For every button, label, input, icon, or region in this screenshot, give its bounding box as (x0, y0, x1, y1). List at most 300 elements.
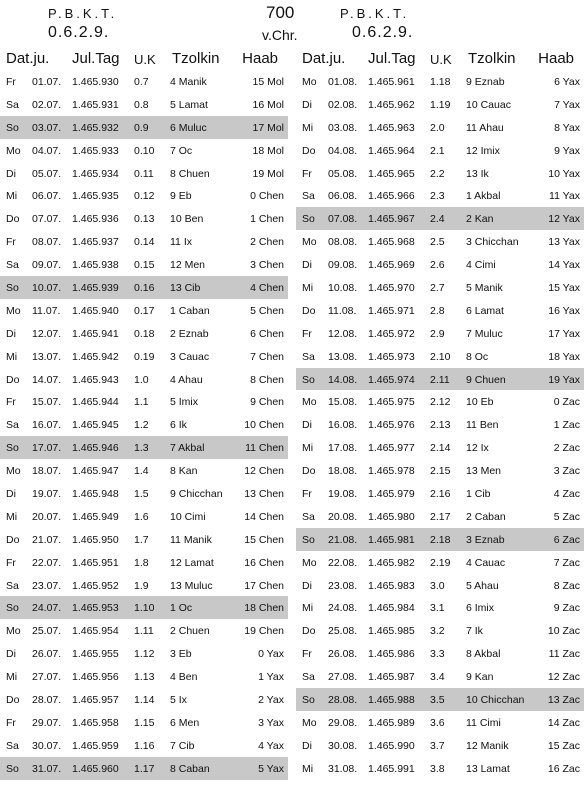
haab-cell: 5 Yax (258, 762, 284, 775)
tzolkin-cell: 8 Chuen (170, 167, 210, 180)
date-cell: 26.08. (328, 648, 358, 661)
haab-cell: 6 Zac (553, 533, 580, 546)
haab-cell: 7 Yax (554, 98, 580, 111)
tzolkin-cell: 3 Cauac (170, 350, 210, 363)
weekday-cell: Di (302, 579, 312, 592)
date-cell: 21.07. (32, 533, 62, 546)
table-row (0, 551, 288, 574)
weekday-cell: So (6, 282, 19, 295)
julian-day-cell: 1.465.980 (368, 510, 415, 523)
date-cell: 07.08. (328, 213, 358, 226)
julian-day-cell: 1.465.939 (72, 282, 119, 295)
date-cell: 25.08. (328, 625, 358, 638)
tzolkin-cell: 11 Ben (466, 419, 499, 432)
haab-cell: 19 Mol (252, 167, 284, 180)
table-row (0, 574, 288, 597)
julian-day-cell: 1.465.937 (72, 236, 119, 249)
tzolkin-cell: 13 Muluc (170, 579, 213, 592)
tzolkin-cell: 3 Chicchan (466, 236, 519, 249)
julian-day-cell: 1.465.991 (368, 762, 415, 775)
julian-day-cell: 1.465.954 (72, 625, 119, 638)
haab-cell: 16 Zac (547, 762, 580, 775)
uk-cell: 2.7 (430, 282, 445, 295)
date-cell: 03.08. (328, 121, 358, 134)
tzolkin-cell: 5 Imix (170, 396, 199, 409)
julian-day-cell: 1.465.958 (72, 716, 119, 729)
julian-day-cell: 1.465.985 (368, 625, 415, 638)
haab-cell: 13 Zac (547, 694, 580, 707)
haab-cell: 2 Yax (258, 694, 284, 707)
haab-cell: 14 Yax (548, 259, 580, 272)
table-row (296, 207, 584, 230)
uk-cell: 1.11 (134, 625, 154, 638)
haab-cell: 15 Yax (548, 282, 580, 295)
weekday-cell: Fr (6, 396, 16, 409)
tzolkin-cell: 12 Manik (466, 739, 509, 752)
table-row (296, 574, 584, 597)
table-row (0, 734, 288, 757)
uk-cell: 1.5 (134, 488, 149, 501)
tzolkin-cell: 1 Akbal (466, 190, 501, 203)
tzolkin-cell: 9 Eb (170, 190, 192, 203)
table-row (296, 734, 584, 757)
uk-cell: 2.8 (430, 304, 445, 317)
tzolkin-cell: 13 Cib (170, 282, 201, 295)
weekday-cell: Fr (6, 236, 16, 249)
uk-cell: 0.19 (134, 350, 155, 363)
haab-cell: 12 Yax (548, 213, 580, 226)
date-cell: 25.07. (32, 625, 62, 638)
date-cell: 22.07. (32, 556, 62, 569)
date-cell: 30.08. (328, 739, 358, 752)
uk-cell: 2.6 (430, 259, 445, 272)
uk-cell: 2.12 (430, 396, 451, 409)
date-cell: 05.08. (328, 167, 358, 180)
haab-cell: 1 Yax (258, 671, 284, 684)
date-cell: 27.07. (32, 671, 62, 684)
haab-cell: 15 Chen (244, 533, 284, 546)
weekday-cell: Sa (302, 671, 315, 684)
table-row (296, 642, 584, 665)
tzolkin-cell: 6 Men (170, 716, 200, 729)
uk-cell: 3.6 (430, 716, 445, 729)
uk-cell: 0.12 (134, 190, 155, 203)
tzolkin-cell: 6 Lamat (466, 304, 504, 317)
table-row (0, 299, 288, 322)
weekday-cell: Mi (302, 602, 314, 615)
tzolkin-cell: 2 Chuen (170, 625, 210, 638)
julian-day-cell: 1.465.990 (368, 739, 415, 752)
uk-cell: 1.12 (134, 648, 155, 661)
julian-day-cell: 1.465.975 (368, 396, 415, 409)
date-cell: 05.07. (32, 167, 62, 180)
col-header-uk: U.K (430, 52, 452, 67)
julian-day-cell: 1.465.947 (72, 465, 119, 478)
table-row (0, 711, 288, 734)
tzolkin-cell: 5 Manik (466, 282, 503, 295)
julian-day-cell: 1.465.970 (368, 282, 415, 295)
date-cell: 15.08. (328, 396, 358, 409)
col-header-julian-day: Jul.Tag (368, 50, 416, 67)
haab-cell: 3 Chen (250, 259, 284, 272)
julian-day-cell: 1.465.966 (368, 190, 415, 203)
date-cell: 31.07. (32, 762, 62, 775)
weekday-cell: Do (6, 694, 20, 707)
table-row (296, 139, 584, 162)
weekday-cell: So (6, 442, 19, 455)
haab-cell: 2 Chen (250, 236, 284, 249)
haab-cell: 12 Zac (547, 671, 580, 684)
date-cell: 16.07. (32, 419, 62, 432)
table-row (296, 299, 584, 322)
tzolkin-cell: 5 Ix (170, 694, 187, 707)
table-row (0, 757, 288, 780)
table-row (0, 390, 288, 413)
date-cell: 03.07. (32, 121, 62, 134)
calendar-table-august (296, 48, 584, 780)
weekday-cell: Mo (6, 304, 21, 317)
table-row (296, 711, 584, 734)
date-cell: 10.07. (32, 282, 62, 295)
julian-day-cell: 1.465.955 (72, 648, 119, 661)
julian-day-cell: 1.465.962 (368, 98, 415, 111)
uk-cell: 1.16 (134, 739, 155, 752)
table-row (0, 459, 288, 482)
date-cell: 22.08. (328, 556, 358, 569)
col-header-haab: Haab (242, 50, 278, 67)
haab-cell: 11 Chen (245, 442, 284, 455)
julian-day-cell: 1.465.942 (72, 350, 119, 363)
uk-cell: 1.14 (134, 694, 155, 707)
uk-cell: 0.15 (134, 259, 155, 272)
table-row (296, 345, 584, 368)
date-cell: 18.08. (328, 465, 358, 478)
haab-cell: 3 Zac (553, 465, 580, 478)
col-header-date: Dat.ju. (302, 50, 346, 67)
weekday-cell: Di (302, 259, 312, 272)
weekday-cell: So (6, 762, 19, 775)
uk-cell: 3.5 (430, 694, 445, 707)
weekday-cell: Mo (302, 236, 317, 249)
julian-day-cell: 1.465.965 (368, 167, 415, 180)
haab-cell: 11 Zac (548, 648, 580, 661)
julian-day-cell: 1.465.986 (368, 648, 415, 661)
table-row (0, 665, 288, 688)
date-cell: 08.08. (328, 236, 358, 249)
tzolkin-cell: 3 Eznab (466, 533, 505, 546)
uk-cell: 3.2 (430, 625, 445, 638)
julian-day-cell: 1.465.936 (72, 213, 119, 226)
julian-day-cell: 1.465.946 (72, 442, 119, 455)
uk-cell: 1.13 (134, 671, 155, 684)
julian-day-cell: 1.465.989 (368, 716, 415, 729)
weekday-cell: Di (6, 167, 16, 180)
haab-cell: 2 Zac (553, 442, 580, 455)
date-cell: 12.07. (32, 327, 62, 340)
haab-cell: 3 Yax (258, 716, 284, 729)
weekday-cell: Do (6, 213, 20, 226)
col-header-date: Dat.ju. (6, 50, 50, 67)
uk-cell: 3.3 (430, 648, 445, 661)
uk-cell: 2.18 (430, 533, 451, 546)
date-cell: 24.07. (32, 602, 62, 615)
weekday-cell: Mi (302, 282, 314, 295)
tzolkin-cell: 9 Chicchan (170, 488, 223, 501)
table-row (0, 322, 288, 345)
tzolkin-cell: 12 Imix (466, 144, 500, 157)
haab-cell: 8 Chen (250, 373, 284, 386)
haab-cell: 6 Chen (250, 327, 284, 340)
uk-cell: 1.9 (134, 579, 149, 592)
julian-day-cell: 1.465.956 (72, 671, 119, 684)
date-cell: 19.07. (32, 488, 62, 501)
tzolkin-cell: 7 Cib (170, 739, 195, 752)
uk-cell: 0.14 (134, 236, 155, 249)
table-row (296, 276, 584, 299)
date-cell: 14.07. (32, 373, 62, 386)
uk-cell: 3.7 (430, 739, 445, 752)
julian-day-cell: 1.465.974 (368, 373, 415, 386)
date-cell: 09.07. (32, 259, 62, 272)
haab-cell: 4 Yax (258, 739, 284, 752)
julian-day-cell: 1.465.960 (72, 762, 119, 775)
julian-day-cell: 1.465.932 (72, 121, 119, 134)
uk-cell: 0.13 (134, 213, 155, 226)
date-cell: 31.08. (328, 762, 358, 775)
table-row (0, 93, 288, 116)
julian-day-cell: 1.465.977 (368, 442, 415, 455)
haab-cell: 18 Chen (244, 602, 284, 615)
page-header (0, 0, 584, 48)
weekday-cell: Mo (6, 625, 21, 638)
date-cell: 17.08. (328, 442, 358, 455)
uk-cell: 1.19 (430, 98, 451, 111)
haab-cell: 15 Mol (252, 76, 284, 88)
right-pbkt-label: P.B.K.T. (340, 6, 410, 21)
julian-day-cell: 1.465.944 (72, 396, 119, 409)
julian-day-cell: 1.465.943 (72, 373, 119, 386)
haab-cell: 16 Yax (548, 304, 580, 317)
date-cell: 10.08. (328, 282, 358, 295)
haab-cell: 11 Yax (549, 190, 580, 203)
weekday-cell: Mo (302, 396, 317, 409)
column-header-row (296, 48, 584, 70)
table-row (0, 436, 288, 459)
weekday-cell: Fr (302, 327, 312, 340)
date-cell: 24.08. (328, 602, 358, 615)
date-cell: 13.08. (328, 350, 358, 363)
uk-cell: 0.10 (134, 144, 155, 157)
haab-cell: 9 Zac (553, 602, 580, 615)
weekday-cell: Mi (302, 762, 314, 775)
tzolkin-cell: 7 Oc (170, 144, 193, 157)
date-cell: 28.08. (328, 694, 358, 707)
haab-cell: 8 Yax (554, 121, 580, 134)
haab-cell: 16 Chen (244, 556, 284, 569)
weekday-cell: Do (302, 625, 316, 638)
tzolkin-cell: 10 Cauac (466, 98, 511, 111)
julian-day-cell: 1.465.963 (368, 121, 415, 134)
haab-cell: 14 Chen (244, 510, 284, 523)
uk-cell: 0.8 (134, 98, 149, 111)
left-pbkt-label: P.B.K.T. (48, 6, 118, 21)
weekday-cell: Mo (302, 716, 317, 729)
tzolkin-cell: 8 Kan (170, 465, 198, 478)
date-cell: 18.07. (32, 465, 62, 478)
uk-cell: 1.17 (134, 762, 155, 775)
julian-day-cell: 1.465.935 (72, 190, 119, 203)
col-header-uk: U.K (134, 52, 156, 67)
tzolkin-cell: 4 Ahau (170, 373, 203, 386)
tzolkin-cell: 6 Ik (170, 419, 187, 432)
year-value: 700 (266, 3, 295, 22)
tzolkin-cell: 9 Chuen (466, 373, 506, 386)
date-cell: 02.08. (328, 98, 358, 111)
table-row (0, 253, 288, 276)
uk-cell: 0.7 (134, 76, 149, 88)
weekday-cell: Mo (302, 76, 317, 88)
julian-day-cell: 1.465.972 (368, 327, 415, 340)
haab-cell: 12 Chen (244, 465, 284, 478)
tzolkin-cell: 3 Eb (170, 648, 192, 661)
left-pbkt-value: 0.6.2.9. (48, 24, 110, 41)
julian-day-cell: 1.465.938 (72, 259, 119, 272)
haab-cell: 8 Zac (553, 579, 580, 592)
weekday-cell: Di (302, 739, 312, 752)
table-row (0, 116, 288, 139)
weekday-cell: Di (6, 648, 16, 661)
weekday-cell: Mo (302, 556, 317, 569)
tzolkin-cell: 4 Manik (170, 76, 207, 88)
table-row (296, 93, 584, 116)
tzolkin-cell: 9 Kan (466, 671, 494, 684)
weekday-cell: Sa (6, 419, 19, 432)
tzolkin-cell: 7 Akbal (170, 442, 205, 455)
haab-cell: 0 Zac (553, 396, 580, 409)
weekday-cell: Di (6, 327, 16, 340)
uk-cell: 2.13 (430, 419, 451, 432)
weekday-cell: Sa (6, 739, 19, 752)
uk-cell: 0.16 (134, 282, 155, 295)
julian-day-cell: 1.465.959 (72, 739, 119, 752)
tzolkin-cell: 12 Ix (466, 442, 489, 455)
weekday-cell: Sa (6, 98, 19, 111)
date-cell: 11.08. (328, 304, 357, 317)
table-row (0, 345, 288, 368)
table-row (296, 368, 584, 391)
tzolkin-cell: 6 Muluc (170, 121, 207, 134)
julian-day-cell: 1.465.950 (72, 533, 119, 546)
haab-cell: 15 Zac (547, 739, 580, 752)
julian-day-cell: 1.465.957 (72, 694, 119, 707)
table-row (0, 688, 288, 711)
tzolkin-cell: 10 Chicchan (466, 694, 525, 707)
uk-cell: 2.5 (430, 236, 445, 249)
tzolkin-cell: 11 Ix (170, 236, 192, 249)
right-pbkt-value: 0.6.2.9. (352, 24, 414, 41)
date-cell: 07.07. (32, 213, 62, 226)
uk-cell: 1.10 (134, 602, 155, 615)
julian-day-cell: 1.465.982 (368, 556, 415, 569)
tzolkin-cell: 2 Caban (466, 510, 506, 523)
table-row (296, 505, 584, 528)
weekday-cell: So (6, 602, 19, 615)
uk-cell: 0.17 (134, 304, 155, 317)
tzolkin-cell: 8 Oc (466, 350, 489, 363)
weekday-cell: Mo (6, 465, 21, 478)
tzolkin-cell: 2 Eznab (170, 327, 209, 340)
haab-cell: 9 Yax (554, 144, 580, 157)
uk-cell: 0.11 (134, 167, 154, 180)
julian-day-cell: 1.465.934 (72, 167, 119, 180)
weekday-cell: Di (302, 98, 312, 111)
table-body (296, 70, 584, 780)
table-row (296, 665, 584, 688)
date-cell: 30.07. (32, 739, 62, 752)
uk-cell: 2.11 (430, 373, 450, 386)
julian-day-cell: 1.465.971 (368, 304, 415, 317)
julian-day-cell: 1.465.973 (368, 350, 415, 363)
haab-cell: 1 Chen (250, 213, 284, 226)
table-row (296, 322, 584, 345)
haab-cell: 19 Yax (548, 373, 580, 386)
tzolkin-cell: 1 Oc (170, 602, 193, 615)
tzolkin-cell: 11 Cimi (466, 716, 501, 729)
weekday-cell: Fr (302, 648, 312, 661)
tzolkin-cell: 2 Kan (466, 213, 494, 226)
uk-cell: 2.1 (430, 144, 445, 157)
julian-day-cell: 1.465.968 (368, 236, 415, 249)
uk-cell: 3.1 (430, 602, 445, 615)
haab-cell: 13 Yax (548, 236, 580, 249)
julian-day-cell: 1.465.930 (72, 76, 119, 88)
julian-day-cell: 1.465.981 (368, 533, 415, 546)
tzolkin-cell: 13 Men (466, 465, 502, 478)
weekday-cell: Mi (302, 442, 314, 455)
julian-day-cell: 1.465.941 (72, 327, 119, 340)
date-cell: 06.08. (328, 190, 358, 203)
haab-cell: 17 Yax (548, 327, 580, 340)
date-cell: 28.07. (32, 694, 62, 707)
haab-cell: 0 Chen (250, 190, 284, 203)
haab-cell: 17 Mol (252, 121, 284, 134)
julian-day-cell: 1.465.933 (72, 144, 119, 157)
table-row (296, 162, 584, 185)
table-row (296, 459, 584, 482)
date-cell: 06.07. (32, 190, 62, 203)
tzolkin-cell: 10 Ben (170, 213, 204, 226)
uk-cell: 3.0 (430, 579, 445, 592)
date-cell: 11.07. (32, 304, 61, 317)
weekday-cell: Sa (302, 510, 315, 523)
julian-day-cell: 1.465.984 (368, 602, 415, 615)
tzolkin-cell: 6 Imix (466, 602, 495, 615)
haab-cell: 7 Zac (553, 556, 580, 569)
table-row (0, 528, 288, 551)
date-cell: 14.08. (328, 373, 358, 386)
column-header-row (0, 48, 288, 70)
haab-cell: 4 Chen (250, 282, 284, 295)
tzolkin-cell: 12 Men (170, 259, 206, 272)
weekday-cell: Di (302, 419, 312, 432)
date-cell: 09.08. (328, 259, 358, 272)
weekday-cell: Fr (302, 167, 312, 180)
date-cell: 15.07. (32, 396, 62, 409)
table-row (296, 551, 584, 574)
weekday-cell: Do (6, 373, 20, 386)
col-header-tzolkin: Tzolkin (172, 50, 220, 67)
table-row (296, 413, 584, 436)
